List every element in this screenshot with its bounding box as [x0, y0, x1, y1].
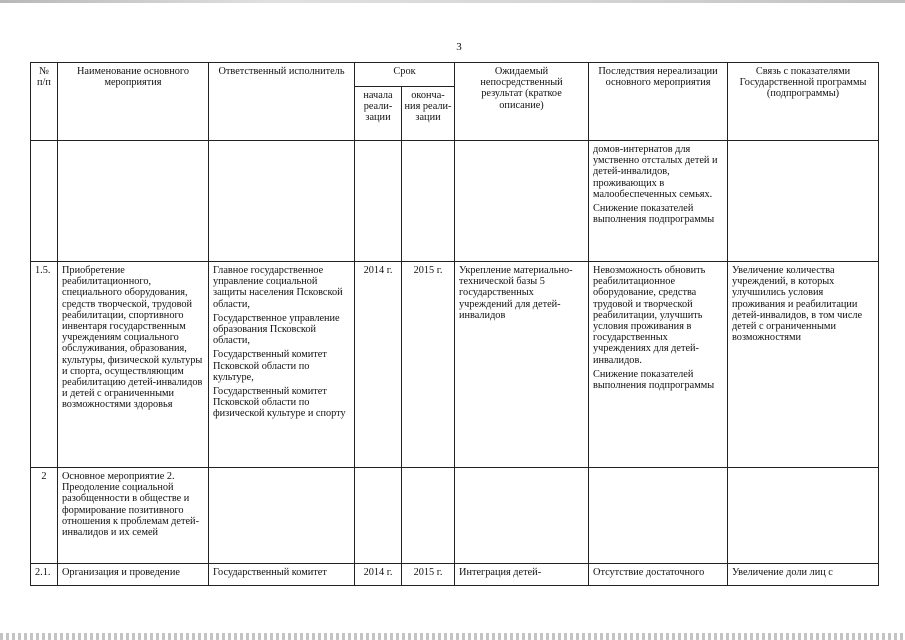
cell-indicators: Увеличение доли лиц с — [728, 564, 879, 586]
table-row — [31, 468, 879, 564]
col-header-executor: Ответственный исполнитель — [209, 63, 355, 141]
col-header-term-start: начала реали- зации — [355, 87, 402, 141]
consequence-text: Снижение показателей выполнения подпрограммы — [593, 203, 715, 226]
cell-num: 2.1. — [31, 564, 58, 586]
cell-executor — [209, 262, 355, 468]
col-header-num: № п/п — [31, 63, 58, 141]
cell-consequences — [589, 262, 728, 468]
cell-end — [402, 141, 455, 262]
cell-name — [58, 141, 209, 262]
executor-text: Государственный комитет — [213, 567, 327, 578]
cell-start — [355, 141, 402, 262]
measures-table — [30, 62, 879, 586]
cell-result: Укрепление материально-технической базы 5 государственных учреждений для детей-инвалидов — [455, 262, 589, 468]
cell-name: Организация и проведение — [58, 564, 209, 586]
col-header-consequences: Последствия нереализации основного мероприятия — [589, 63, 728, 141]
cell-result — [455, 468, 589, 564]
cell-end: 2015 г. — [402, 564, 455, 586]
executor-text: Государственный комитет Псковской области по физической культуре и спорту — [213, 386, 346, 420]
page-number: 3 — [456, 41, 462, 53]
cell-consequences — [589, 564, 728, 586]
table-row — [31, 141, 879, 262]
col-header-indicators: Связь с показателями Государственной программы (подпрограммы) — [728, 63, 879, 141]
cell-num — [31, 141, 58, 262]
cell-indicators — [728, 141, 879, 262]
cell-indicators: Увеличение количества учреждений, в которых улучшились условия проживания и реабилитации детей-инвалидов, в том числе детей с ограниченными возможностями — [728, 262, 879, 468]
scan-edge-top — [0, 0, 905, 3]
cell-executor — [209, 468, 355, 564]
cell-name: Основное мероприятие 2. Преодоление социальной разобщенности в обществе и формирование позитивного отношения к проблемам детей-инвалидов и их семей — [58, 468, 209, 564]
col-header-term: Срок — [355, 63, 455, 87]
consequence-text: Отсутствие достаточного — [593, 567, 705, 578]
cell-start — [355, 468, 402, 564]
executor-text: Государственное управление образования Псковской области, — [213, 312, 340, 347]
table-row — [31, 262, 879, 468]
consequence-text: Невозможность обновить реабилитационное оборудование, средства трудовой и творческой реабилитации, улучшить условия проживания в государственных учреждениях для детей-инвалидов. — [593, 265, 706, 366]
scan-edge-bottom — [0, 633, 905, 640]
col-header-result: Ожидаемый непосредственный результат (краткое описание) — [455, 63, 589, 141]
cell-consequences — [589, 468, 728, 564]
cell-start: 2014 г. — [355, 564, 402, 586]
cell-end — [402, 468, 455, 564]
cell-num: 1.5. — [31, 262, 58, 468]
col-header-term-end: оконча- ния реали- зации — [402, 87, 455, 141]
cell-consequences — [589, 141, 728, 262]
cell-executor — [209, 564, 355, 586]
cell-result — [455, 141, 589, 262]
cell-name: Приобретение реабилитационного, специального оборудования, средств творческой, трудовой реабилитации, спортивного инвентаря государственным учреждениям социального обслуживания, образования, культуры, физической культуры и спорта, осуществляющим реабилитацию детей-инвалидов и детей с ограниченными возможностями здоровья — [58, 262, 209, 468]
cell-indicators — [728, 468, 879, 564]
consequence-text: Снижение показателей выполнения подпрограммы — [593, 368, 715, 392]
cell-num: 2 — [31, 468, 58, 564]
consequence-text: домов-интернатов для умственно отсталых детей и детей-инвалидов, проживающих в малообеспеченных семьях. — [593, 144, 718, 200]
cell-result: Интеграция детей- — [455, 564, 589, 586]
executor-text: Государственный комитет Псковской области по культуре, — [213, 349, 327, 383]
header-row — [31, 63, 879, 87]
executor-text: Главное государственное управление социальной защиты населения Псковской области, — [213, 265, 343, 310]
table-row — [31, 564, 879, 586]
cell-end: 2015 г. — [402, 262, 455, 468]
cell-executor — [209, 141, 355, 262]
cell-start: 2014 г. — [355, 262, 402, 468]
col-header-name: Наименование основного мероприятия — [58, 63, 209, 141]
